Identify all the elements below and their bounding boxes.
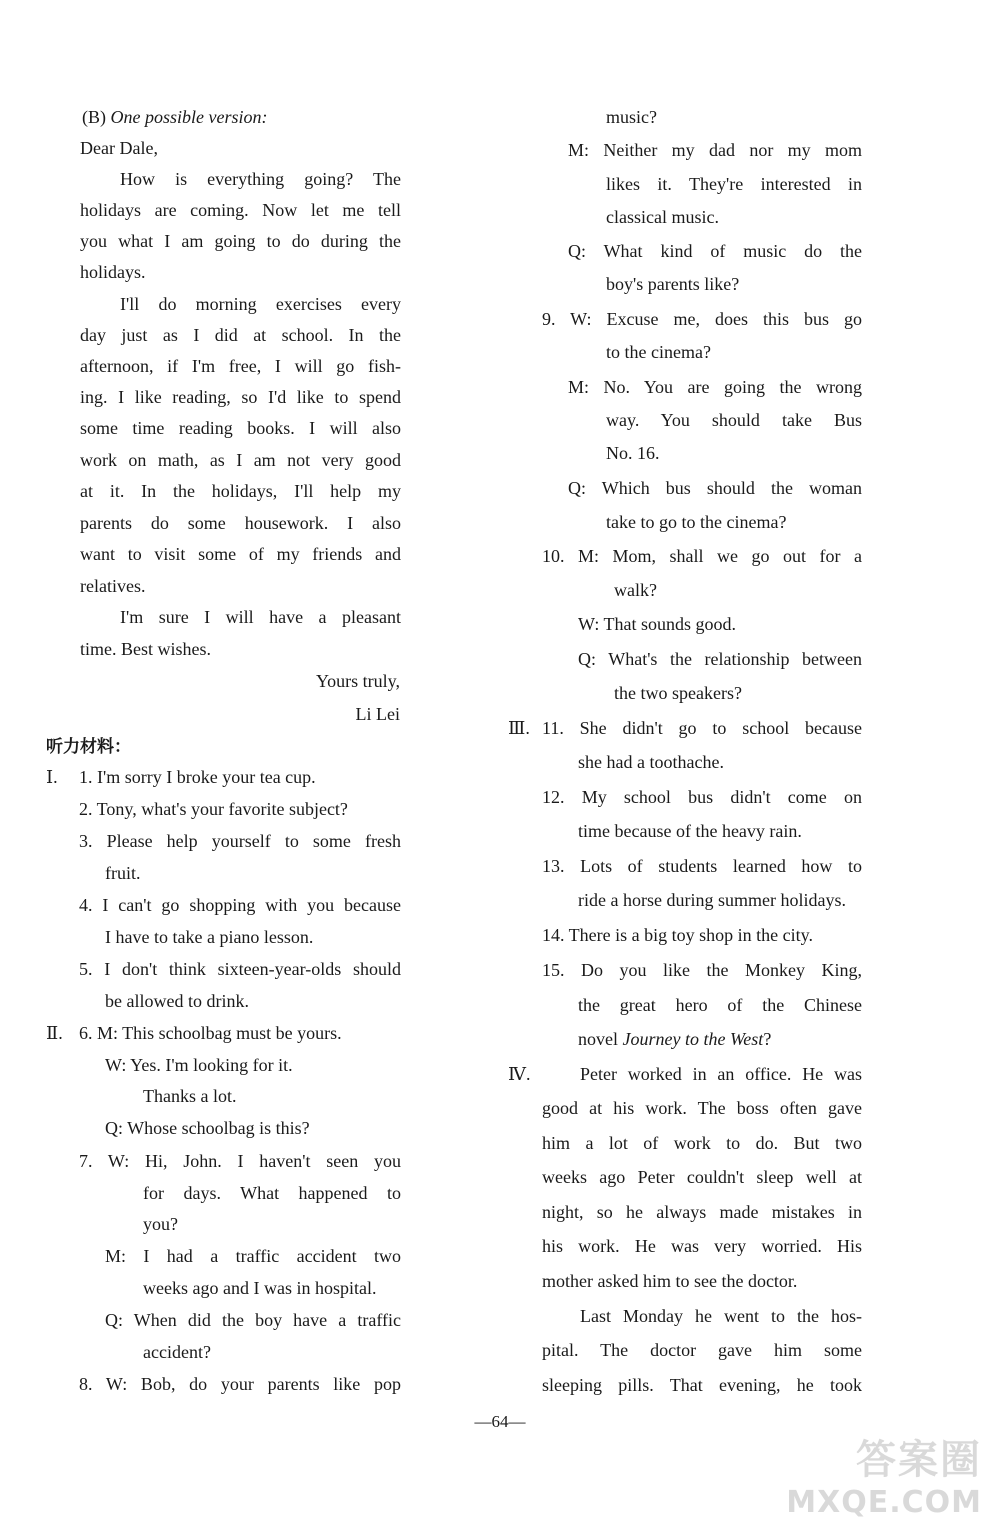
sec2-line: 7. W: Hi, John. I haven't seen you xyxy=(79,1151,401,1171)
p2-line: ing. I like reading, so I'd like to spend xyxy=(80,387,401,407)
sec2-line: Thanks a lot. xyxy=(143,1086,237,1106)
sec4-line: sleeping pills. That evening, he took xyxy=(542,1375,862,1395)
dialog-line: the two speakers? xyxy=(614,683,742,703)
p2-line: want to visit some of my friends and xyxy=(80,544,401,564)
dialog-line: music? xyxy=(606,107,657,127)
p1-line: you what I am going to do during the xyxy=(80,231,401,251)
sec3-line: she had a toothache. xyxy=(578,752,724,772)
sec3-line: ride a horse during summer holidays. xyxy=(578,890,846,910)
sec1-line: I have to take a piano lesson. xyxy=(105,927,314,947)
p1-line: holidays. xyxy=(80,262,146,282)
sec1-line: 3. Please help yourself to some fresh xyxy=(79,831,401,851)
p2-line: I'll do morning exercises every xyxy=(120,294,401,314)
dialog-line: classical music. xyxy=(606,207,719,227)
dialog-line: 10. M: Mom, shall we go out for a xyxy=(542,546,862,566)
sec3-line: 12. My school bus didn't come on xyxy=(542,787,862,807)
sec3-line: 15. Do you like the Monkey King, xyxy=(542,960,862,980)
closing: Yours truly, xyxy=(315,671,400,691)
dialog-line: W: That sounds good. xyxy=(578,614,736,634)
sec2-line: Q: Whose schoolbag is this? xyxy=(105,1118,310,1138)
sec4-line: Last Monday he went to the hos- xyxy=(580,1306,862,1326)
sec3-line: 14. There is a big toy shop in the city. xyxy=(542,925,813,945)
listening-heading: 听力材料： xyxy=(46,737,131,757)
p3-line: I'm sure I will have a pleasant xyxy=(120,607,401,627)
p2-line: some time reading books. I will also xyxy=(80,418,401,438)
dialog-line: Q: What kind of music do the xyxy=(568,241,862,261)
sec3-line: 13. Lots of students learned how to xyxy=(542,856,862,876)
dialog-line: take to go to the cinema? xyxy=(606,512,787,532)
p2-line: at it. In the holidays, I'll help my xyxy=(80,481,401,501)
dialog-line: M: Neither my dad nor my mom xyxy=(568,140,862,160)
sec4-line: him a lot of work to do. But two xyxy=(542,1133,862,1153)
sec1-line: be allowed to drink. xyxy=(105,991,249,1011)
sec2-line: M: I had a traffic accident two xyxy=(105,1246,401,1266)
watermark-text: 答案圈 xyxy=(856,1437,982,1483)
sec4-line: mother asked him to see the doctor. xyxy=(542,1271,798,1291)
book-title: Journey to the West xyxy=(622,1029,764,1049)
sec3-line: 11. She didn't go to school because xyxy=(542,718,862,738)
section-numeral: Ⅱ. xyxy=(46,1023,63,1043)
sec3-line-last xyxy=(578,1027,771,1051)
sec1-line: 5. I don't think sixteen-year-olds should xyxy=(79,959,401,979)
section-numeral: Ⅳ. xyxy=(508,1064,531,1084)
dialog-line: M: No. You are going the wrong xyxy=(568,377,862,397)
sec2-line: W: Yes. I'm looking for it. xyxy=(105,1055,293,1075)
p3-line: time. Best wishes. xyxy=(80,639,211,659)
p2-line: day just as I did at school. In the xyxy=(80,325,401,345)
sec4-line: pital. The doctor gave him some xyxy=(542,1340,862,1360)
page-number: —64— xyxy=(474,1412,526,1431)
p2-line: work on math, as I am not very good xyxy=(80,450,401,470)
section-numeral: Ⅰ. xyxy=(46,767,58,787)
sec1-line: 4. I can't go shopping with you because xyxy=(79,895,401,915)
watermark-url: MXQE.COM xyxy=(786,1485,982,1520)
p2-line: parents do some housework. I also xyxy=(80,513,401,533)
sec3-line: the great hero of the Chinese xyxy=(578,995,862,1015)
sec2-line: 8. W: Bob, do your parents like pop xyxy=(79,1374,401,1394)
b-label: (B) xyxy=(82,107,106,127)
sec2-line: Q: When did the boy have a traffic xyxy=(105,1310,401,1330)
sec4-line: good at his work. The boss often gave xyxy=(542,1098,862,1118)
sec2-line: 6. M: This schoolbag must be yours. xyxy=(79,1023,342,1043)
sec2-line: accident? xyxy=(143,1342,211,1362)
p1-line: How is everything going? The xyxy=(120,169,401,189)
dialog-line: Q: Which bus should the woman xyxy=(568,478,862,498)
sec1-line: 1. I'm sorry I broke your tea cup. xyxy=(79,767,316,787)
sec2-line: you? xyxy=(143,1214,178,1234)
dialog-line: No. 16. xyxy=(606,443,660,463)
sec4-line: night, so he always made mistakes in xyxy=(542,1202,862,1222)
dialog-line: boy's parents like? xyxy=(606,274,740,294)
p2-line: afternoon, if I'm free, I will go fish- xyxy=(80,356,401,376)
letter-b-header xyxy=(82,105,267,129)
sec1-line: fruit. xyxy=(105,863,141,883)
sec2-line: weeks ago and I was in hospital. xyxy=(143,1278,377,1298)
dialog-line: Q: What's the relationship between xyxy=(578,649,862,669)
sec1-line: 2. Tony, what's your favorite subject? xyxy=(79,799,348,819)
signature: Li Lei xyxy=(355,704,400,724)
novel-prefix: novel xyxy=(578,1029,623,1049)
dialog-line: to the cinema? xyxy=(606,342,711,362)
p2-line: relatives. xyxy=(80,576,146,596)
watermark-logo xyxy=(786,1428,982,1520)
salutation: Dear Dale, xyxy=(80,138,158,158)
b-version: One possible version: xyxy=(110,107,268,127)
dialog-line: walk? xyxy=(614,580,657,600)
sec3-line: time because of the heavy rain. xyxy=(578,821,802,841)
sec2-line: for days. What happened to xyxy=(143,1183,401,1203)
section-numeral: Ⅲ. xyxy=(508,718,530,738)
novel-suffix: ? xyxy=(763,1029,772,1049)
dialog-line: 9. W: Excuse me, does this bus go xyxy=(542,309,862,329)
dialog-line: way. You should take Bus xyxy=(606,410,862,430)
p1-line: holidays are coming. Now let me tell xyxy=(80,200,401,220)
dialog-line: likes it. They're interested in xyxy=(606,174,862,194)
sec4-line: Peter worked in an office. He was xyxy=(580,1064,862,1084)
sec4-line: weeks ago Peter couldn't sleep well at xyxy=(542,1167,862,1187)
sec4-line: his work. He was very worried. His xyxy=(542,1236,862,1256)
